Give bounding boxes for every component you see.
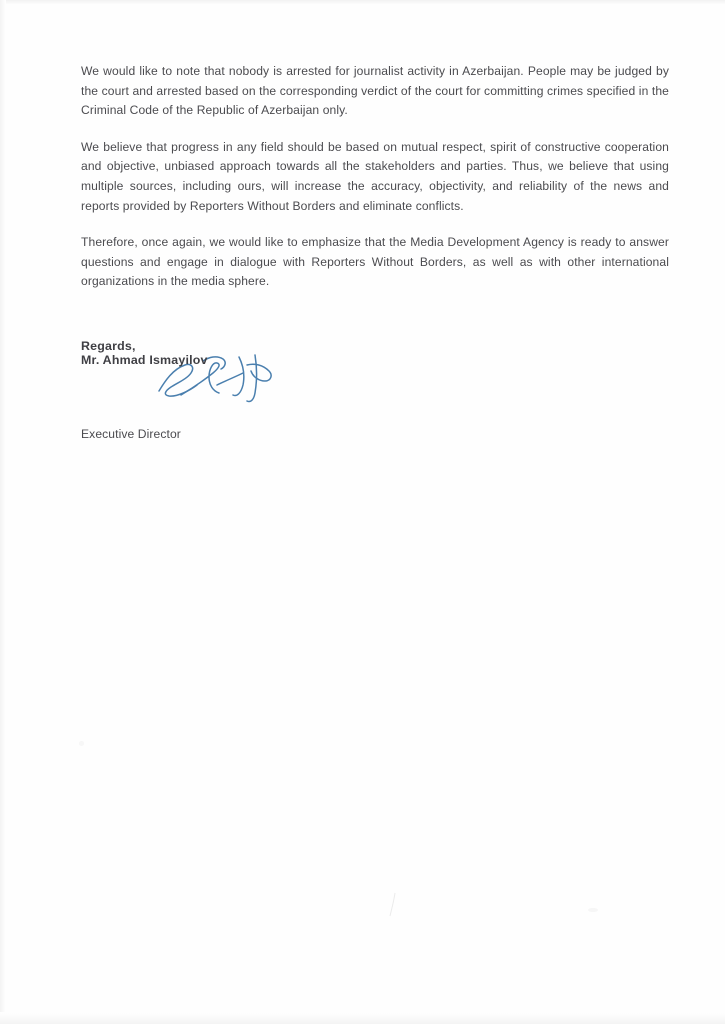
- scan-artifact-mark: [386, 892, 400, 918]
- paragraph-2: We believe that progress in any field should be based on mutual respect, spirit of constructive cooperation and objective, unbiased approach towards all the stakeholders and parties. Thus, we believe that using multiple sources, including ours, will increase the accuracy, objectivity, and reliability of the news and reports provided by Reporters Without Borders and eliminate conflicts.: [81, 139, 669, 213]
- scan-artifact-dot: [79, 741, 84, 746]
- scan-edge-left: [0, 0, 6, 1024]
- scan-artifact-speck: [588, 908, 598, 912]
- paragraph-3: Therefore, once again, we would like to emphasize that the Media Development Agency is ready to answer questions and engage in dialogue with Reporters Without Borders, as well as with other international organizations in the media sphere.: [81, 235, 669, 289]
- scan-edge-top: [0, 0, 725, 5]
- signer-title: Executive Director: [81, 426, 181, 441]
- closing-salutation: Regards,: [81, 338, 136, 353]
- paragraph-1: We would like to note that nobody is arrested for journalist activity in Azerbaijan. People may be judged by the court and arrested based on the corresponding verdict of the court for committing crimes specified in the Criminal Code of the Republic of Azerbaijan only.: [81, 64, 669, 118]
- signer-name: Mr. Ahmad Ismayilov: [81, 352, 208, 367]
- letter-body: [81, 62, 669, 441]
- scan-edge-bottom: [0, 1012, 725, 1024]
- signature-block: [81, 353, 669, 405]
